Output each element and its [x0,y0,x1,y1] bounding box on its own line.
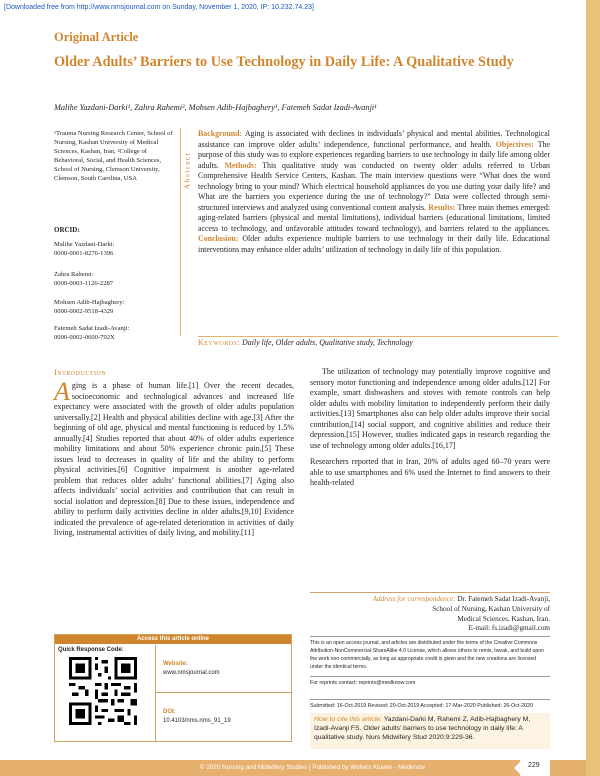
reprints-contact[interactable]: For reprints contact: reprints@medknow.com [310,676,550,686]
conclusion-heading: Conclusion: [198,234,239,243]
author-list: Malihe Yazdani-Darki¹, Zahra Rahemi², Mohsen Adib-Hajbaghery¹, Fatemeh Sadat Izadi-Avanji¹ [54,103,377,112]
page-number: 229 [528,762,540,769]
drop-cap: A [54,377,70,406]
horizontal-divider [156,692,292,693]
license-text: This is an open access journal, and articles are distributed under the terms of the Creative Commons Attribution-NonCommercial-ShareAlike 4.0 License, which allows others to remix, tweak, and build upon the work non-commercially, as long as appropriate credit is given and the new creations are licensed under the identical terms. [310,636,550,671]
conclusion-text: Older adults experience multiple barriers to use technology in their daily life. Educational interventions may enhance older adults’ utilization of technology in daily life of this population. [198,234,551,254]
doi-label: DOI: [163,709,176,715]
correspondence-address: Medical Sciences, Kashan, Iran. [457,614,550,623]
correspondence [310,592,550,634]
article-dates: Submitted: 16-Oct-2019 Revised: 20-Oct-2019 Accepted: 17-Mar-2020 Published: 26-Oct-2020 [310,699,550,709]
affiliations: ¹Trauma Nursing Research Center, School of Nursing, Kashan University of Medical Sciences, Kashan, Iran, ²College of Behavioral, Social, and Health Sciences, School of Nursing, Clemson University, Clemson, South Carolina, USA [54,130,173,182]
intro-paragraph: ging is a phase of human life.[1] Over the recent decades, socioeconomic and technological advances and increased life expectancy were associated with the growth of older adults population universally.[2] Health and physical abilities decline with age.[3] After the beginning of old age, physical and mental functioning is reduced by 1.5% annually.[4] Studies reported that about 40% of older adults experience mobility limitations and about 50% experience chronic pain.[5] These issues lead to decreases in quality of life and the ability to perform physical activities.[6] Cognitive impairment is another age-related problem that reduces older adults’ functional abilities.[7] Aging also affects individuals’ social activities and contribution that can result in social isolation and depression.[8] Due to these issues, independence and ability to perform daily activities decline in older adults.[9,10] Evidence indicated the prevalence of age-related deterioration in activities of daily living, instrumental activities of daily living, and mobility.[11] [54,381,294,537]
objectives-text: The purpose of this study was to explore experiences regarding barriers to use technology in daily life among older adults. [198,139,550,170]
orcid-name: Malihe Yazdani-Darki: [54,241,115,248]
footer-copyright: © 2020 Nursing and Midwifery Studies | Published by Wolters Kluwer - Medknow [200,764,425,771]
orcid-entry [54,240,174,258]
body-column-right [310,367,550,489]
orcid-name: Zahra Rahemi: [54,271,94,278]
right-margin-bar [586,0,600,776]
orcid-entry [54,324,174,342]
introduction-heading: Introduction [54,367,107,377]
section-type: Original Article [54,30,139,44]
background-heading: Background: [198,129,243,138]
abstract-side-label: Abstract [182,151,192,190]
keywords-value: Daily life, Older adults, Qualitative study, Technology [242,338,413,347]
qr-label: Quick Response Code: [58,647,124,653]
citation-text: Yazdani-Darki M, Rahemi Z, Adib-Hajbaghery M, Izadi-Avanji FS. Older adults’ barriers to use technology in daily life: A qualitative study. Nurs Midwifery Stud 2020;9:229-36. [314,716,531,741]
abstract-text [198,129,550,255]
access-heading: Access this article online [55,635,291,644]
objectives-heading: Objectives: [495,139,534,149]
orcid-id[interactable]: 0000-0001-8276-1396 [54,250,114,257]
page-number-box [520,760,550,776]
results-text: Three main themes emerged: aging-related barriers (physical and mental limitations), individual barriers (educational limitations, limited access to technology, and unfavorable attitudes toward technology), and barriers related to the appliances. [198,202,550,233]
download-note: [Downloaded free from http://www.nmsjournal.com on Sunday, November 1, 2020, IP: 10.232.74.23] [4,4,314,11]
orcid-heading: ORCID: [54,226,80,234]
orcid-name: Mohsen Adib-Hajbaghery: [54,299,125,306]
vertical-divider [155,645,156,742]
keywords-label: Keywords: [198,338,241,347]
methods-text: This qualitative study was conducted on twenty older adults referred to Urban Comprehensive Health Service Centers, Kashan. The main interview questions were “What does the word technology bring to your mind? Which electrical household appliances do you use during your daily life? and What are the barriers you experience during the use of technology?” Data were collected through semi-structured interviews and analyzed using conventional content analysis. [198,160,550,212]
correspondence-name: Dr. Fatemeh Sadat Izadi-Avanji, [457,595,550,603]
keywords [198,336,558,347]
orcid-name: Fatemeh Sadat Izadi-Avanji: [54,325,130,332]
orcid-id[interactable]: 0000-0003-1126-2287 [54,280,114,287]
correspondence-email[interactable]: E-mail: fs.izadi@gmail.com [468,624,550,633]
body-column-left [54,377,294,539]
results-heading: Results: [428,202,456,212]
correspondence-address: School of Nursing, Kashan University of [432,604,550,613]
correspondence-label: Address for correspondence: [372,595,456,603]
citation-box [310,713,550,749]
orcid-id[interactable]: 0000-0002-0600-792X [54,334,115,341]
access-box [54,634,292,742]
website-link[interactable]: www.nmsjournal.com [163,670,220,676]
methods-heading: Methods: [224,160,257,170]
background-text: Aging is associated with declines in individuals’ physical and mental abilities. Technological assistance can improve older adults’ independence, functional performance, and health. [198,129,550,149]
doi-link[interactable]: 10.4103/nms.nms_91_19 [163,718,231,724]
orcid-entry [54,270,174,288]
orcid-id[interactable]: 0000-0002-9518-4329 [54,308,114,315]
paragraph: The utilization of technology may potentially improve cognitive and sensory motor functioning and independence among older adults.[12] For example, smart dishwashers and stoves with remote controls can help older adults with mobility limitation to independently perform their daily activities.[13] Smartphones also can help older adults improve their social contribution,[14] social support, and cognitive abilities and reduce their depression.[15] However, studies indicated gaps in research regarding the use of technology among older adults.[16,17] [310,367,550,450]
article-title: Older Adults’ Barriers to Use Technology in Daily Life: A Qualitative Study [54,54,514,70]
paragraph: Researchers reported that in Iran, 20% of adults aged 60–70 years were able to use smartphones and 6% used the Internet to find answers to their health-related [310,457,550,487]
website-label: Website: [163,661,188,667]
orcid-entry [54,298,174,316]
citation-label: How to cite this article: [314,716,382,723]
qr-code-icon[interactable] [69,657,137,725]
